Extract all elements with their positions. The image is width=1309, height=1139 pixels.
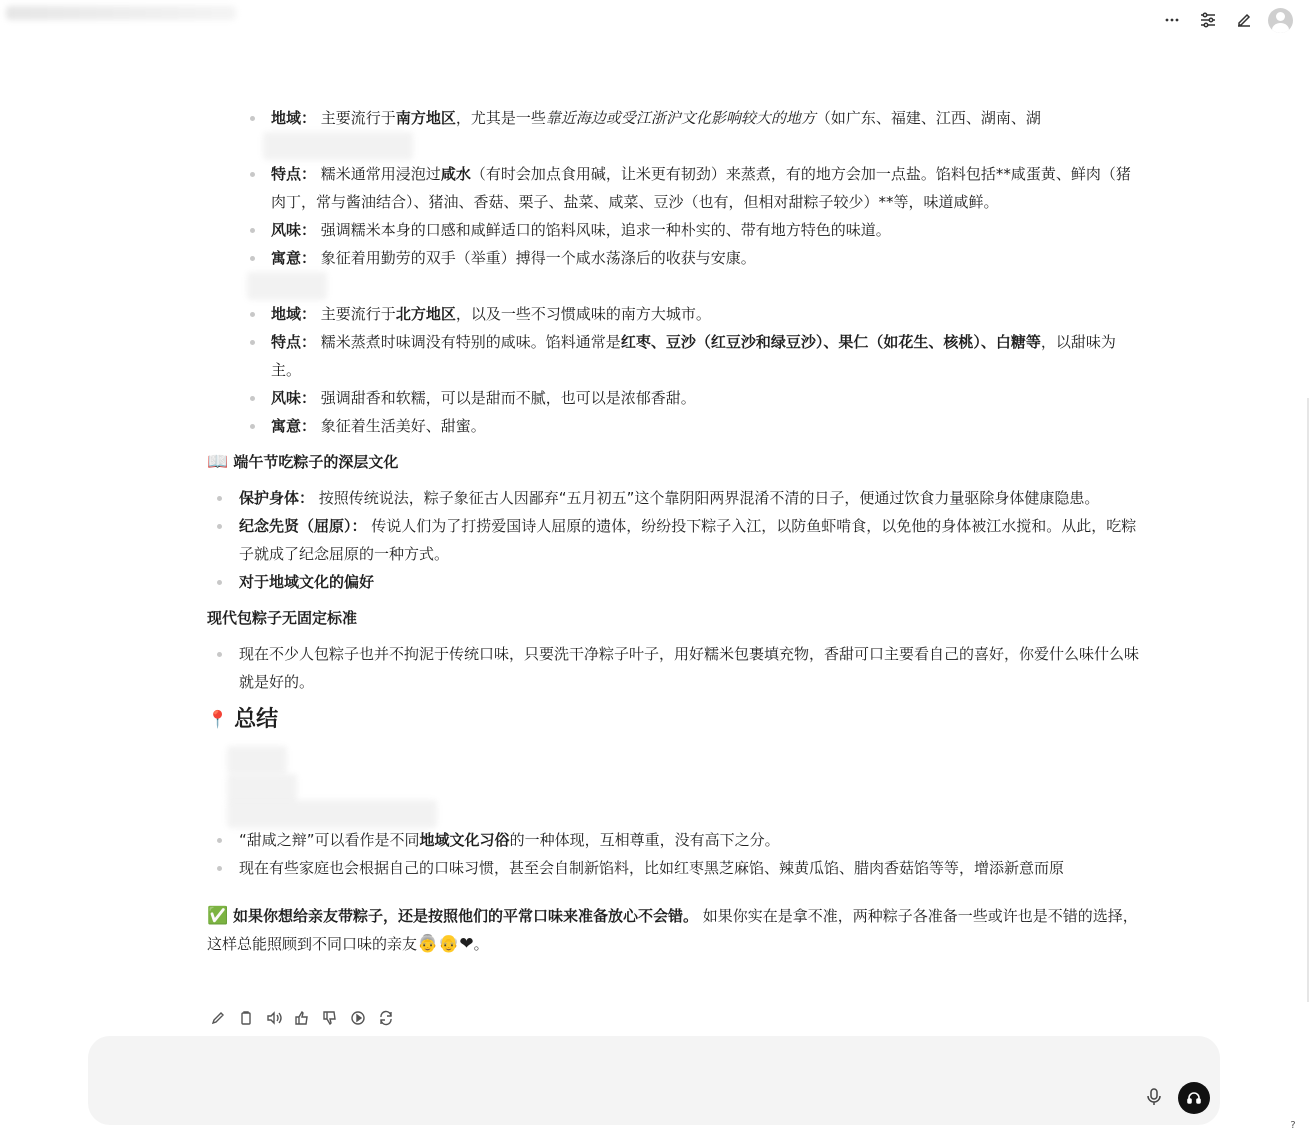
pin-icon: 📍 bbox=[207, 710, 229, 730]
message-actions bbox=[207, 1005, 397, 1031]
culture-heading: 📖 端午节吃粽子的深层文化 bbox=[207, 452, 399, 472]
avatar bbox=[1268, 8, 1293, 33]
help-icon[interactable]: ? bbox=[1290, 1120, 1296, 1131]
list-item: 风味： 强调甜香和软糯，可以是甜而不腻，也可以是浓郁香甜。 bbox=[207, 384, 1142, 412]
microphone-icon[interactable] bbox=[1142, 1083, 1166, 1111]
composer bbox=[88, 1036, 1220, 1125]
avatar-icon[interactable] bbox=[1265, 7, 1295, 33]
message-input[interactable] bbox=[110, 1052, 1114, 1096]
closing-paragraph: ✅ 如果你想给亲友带粽子，还是按照他们的平常口味来准备放心不会错。 如果你实在是拿不准，两种粽子各准备一些或许也是不错的选择，这样总能照顾到不同口味的亲友👵👴❤。 bbox=[207, 906, 1138, 954]
list-item: 纪念先贤（屈原）： 传说人们为了打捞爱国诗人屈原的遗体，纷纷投下粽子入江，以防鱼虾啃食，以免他的身体被江水搅和。从此，吃粽子就成了纪念屈原的一种方式。 bbox=[207, 512, 1142, 568]
blurred-line bbox=[207, 132, 1142, 160]
assistant-message bbox=[207, 104, 1142, 958]
list-item: 寓意： 象征着生活美好、甜蜜。 bbox=[207, 412, 1142, 440]
list-item: 特点： 糯米蒸煮时味调没有特别的咸味。馅料通常是红枣、豆沙（红豆沙和绿豆沙）、果仁（如花生、核桃）、白糖等，以甜味为主。 bbox=[207, 328, 1142, 384]
list-item: 地域： 主要流行于南方地区，尤其是一些靠近海边或受江浙沪文化影响较大的地方（如广东、福建、江西、湖南、湖 bbox=[207, 104, 1142, 132]
modern-list bbox=[207, 640, 1142, 696]
chat-title bbox=[6, 6, 236, 20]
south-zongzi-list bbox=[207, 104, 1142, 132]
list-item: 现在有些家庭也会根据自己的口味习惯，甚至会自制新馅料，比如红枣黑芝麻馅、辣黄瓜馅、腊肉香菇馅等等，增添新意而原 bbox=[207, 854, 1142, 882]
summary-heading: 📍 总结 bbox=[207, 700, 1142, 740]
thumbs-down-icon[interactable] bbox=[319, 1005, 341, 1031]
culture-list bbox=[207, 484, 1142, 596]
modern-heading: 现代包粽子无固定标准 bbox=[207, 609, 358, 627]
emoji-group: 👵👴❤ bbox=[417, 934, 474, 954]
regenerate-icon[interactable] bbox=[375, 1005, 397, 1031]
copy-icon[interactable] bbox=[235, 1005, 257, 1031]
list-item: 现在不少人包粽子也并不拘泥于传统口味，只要洗干净粽子叶子，用好糯米包裹填充物，香甜可口主要看自己的喜好，你爱什么味什么味就是好的。 bbox=[207, 640, 1142, 696]
sliders-icon[interactable] bbox=[1193, 7, 1223, 33]
list-item: 寓意： 象征着用勤劳的双手（举重）搏得一个咸水荡涤后的收获与安康。 bbox=[207, 244, 1142, 272]
list-item: 特点： 糯米通常用浸泡过咸水（有时会加点食用碱，让米更有韧劲）来蒸煮，有的地方会加一点盐。馅料包括**咸蛋黄、鲜肉（猪肉丁，常与酱油结合）、猪油、香菇、栗子、盐菜、咸菜、豆沙（也有，但相对甜粽子较少）**等，味道咸鲜。 bbox=[207, 160, 1142, 216]
north-zongzi-list bbox=[207, 300, 1142, 440]
edit-icon[interactable] bbox=[1229, 7, 1259, 33]
edit-icon[interactable] bbox=[207, 1005, 229, 1031]
thumbs-up-icon[interactable] bbox=[291, 1005, 313, 1031]
more-icon[interactable] bbox=[1157, 7, 1187, 33]
list-item: “甜咸之辩”可以看作是不同地域文化习俗的一种体现，互相尊重，没有高下之分。 bbox=[207, 826, 1142, 854]
blurred-line bbox=[207, 272, 1142, 300]
list-item: 对于地域文化的偏好 bbox=[207, 568, 1142, 596]
list-item: 地域： 主要流行于北方地区，以及一些不习惯咸味的南方大城市。 bbox=[207, 300, 1142, 328]
south-detail-list bbox=[207, 160, 1142, 272]
blurred-block bbox=[207, 742, 1142, 826]
check-mark-icon: ✅ bbox=[207, 906, 229, 926]
voice-mode-icon[interactable] bbox=[1178, 1082, 1210, 1114]
summary-list bbox=[207, 826, 1142, 882]
list-item: 保护身体： 按照传统说法，粽子象征古人因鄙弃“五月初五”这个靠阴阳两界混淆不清的日子，便通过饮食力量驱除身体健康隐患。 bbox=[207, 484, 1142, 512]
top-bar bbox=[0, 0, 1309, 40]
read-aloud-icon[interactable] bbox=[263, 1005, 285, 1031]
play-icon[interactable] bbox=[347, 1005, 369, 1031]
header-actions bbox=[1157, 7, 1295, 33]
list-item: 风味： 强调糯米本身的口感和咸鲜适口的馅料风味，追求一种朴实的、带有地方特色的味道。 bbox=[207, 216, 1142, 244]
book-icon: 📖 bbox=[207, 452, 229, 472]
